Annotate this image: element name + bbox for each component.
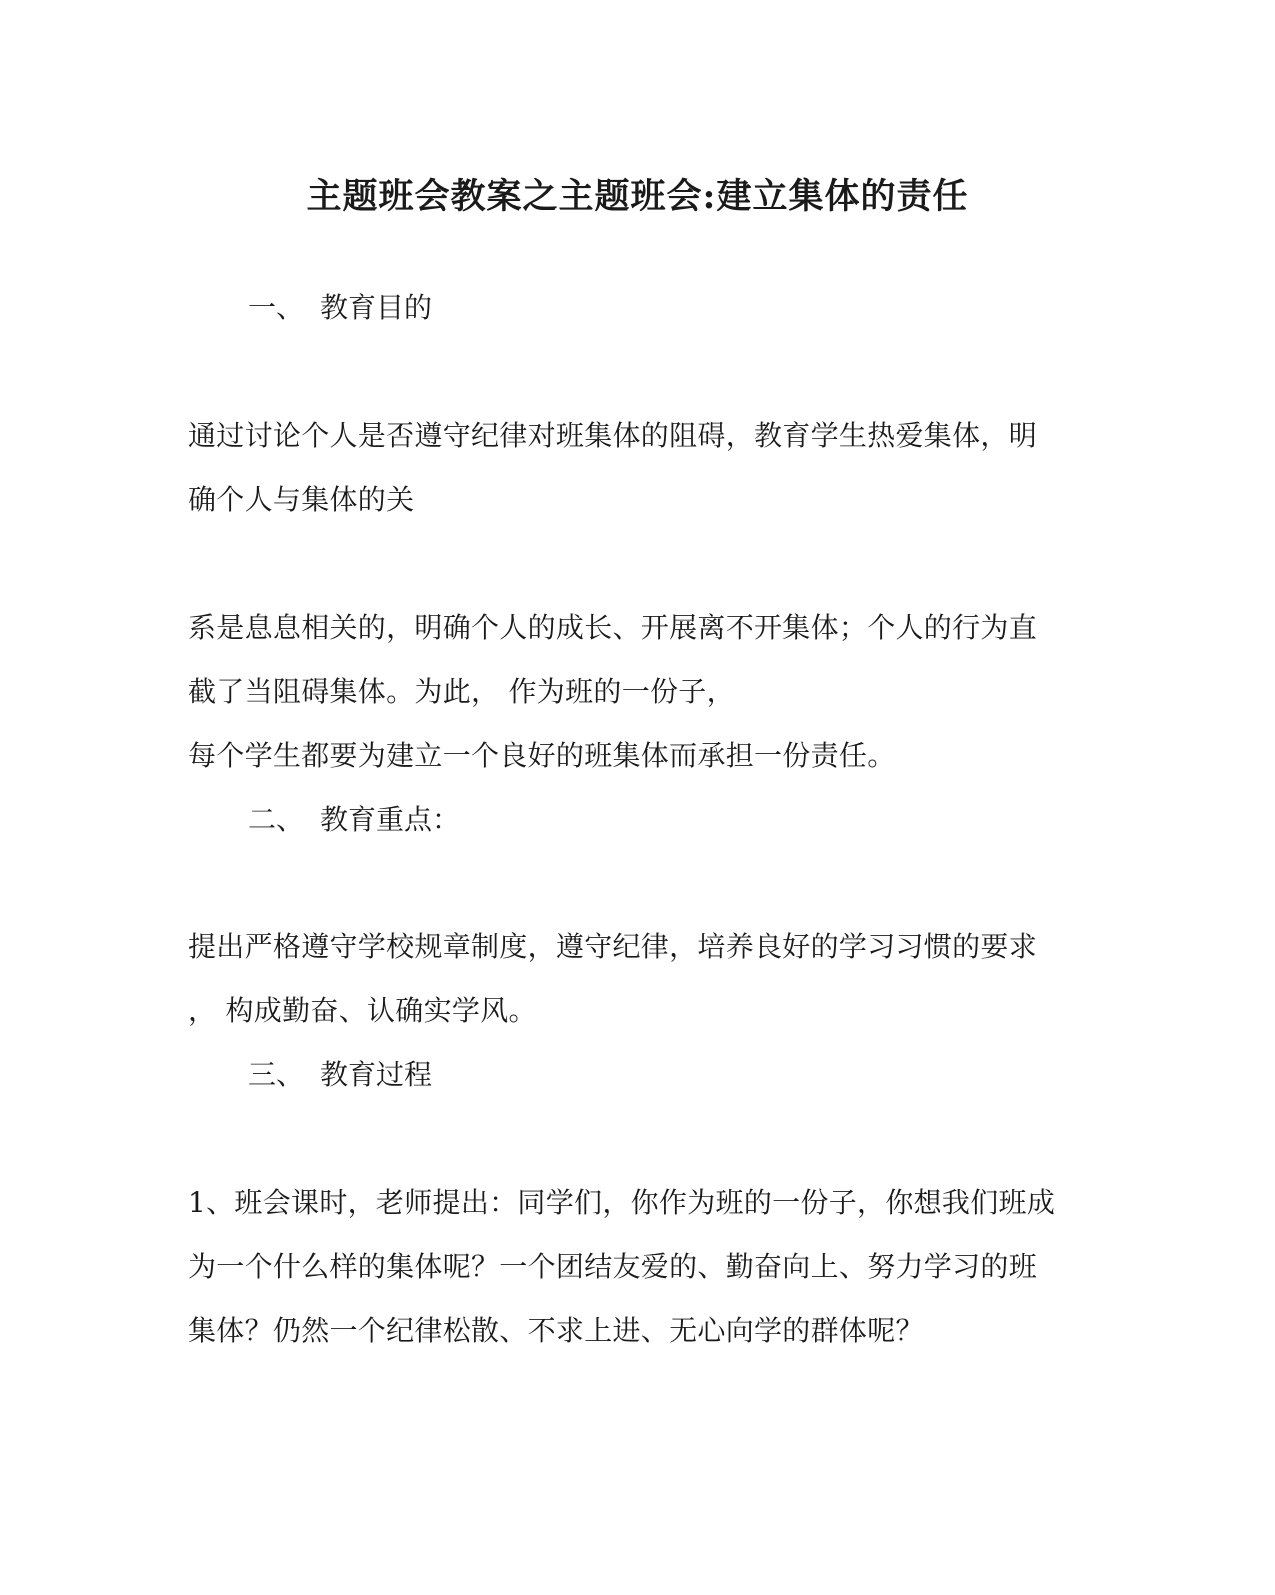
section-number: 三、 — [248, 1058, 305, 1091]
section-heading-1 — [248, 288, 432, 328]
section-number: 二、 — [248, 803, 305, 836]
paragraph-line: 截了当阻碍集体。为此， 作为班的一份子， — [188, 675, 735, 708]
paragraph-line: 集体？仍然一个纪律松散、不求上进、无心向学的群体呢？ — [188, 1314, 924, 1347]
section-heading-2 — [248, 800, 460, 840]
section-title: 教育重点： — [320, 803, 461, 836]
paragraph-line: 提出严格遵守学校规章制度，遵守纪律，培养良好的学习习惯的要求 — [188, 930, 1038, 963]
paragraph-line: 为一个什么样的集体呢？一个团结友爱的、勤奋向上、努力学习的班 — [188, 1250, 1038, 1283]
paragraph-line: 确个人与集体的关 — [188, 483, 415, 516]
section-title: 教育过程 — [320, 1058, 433, 1091]
section-number: 一、 — [248, 291, 305, 324]
paragraph-line: 每个学生都要为建立一个良好的班集体而承担一份责任。 — [188, 739, 896, 772]
paragraph-line: 系是息息相关的，明确个人的成长、开展离不开集体；个人的行为直 — [188, 611, 1038, 644]
paragraph-line: ， 构成勤奋、认确实学风。 — [188, 994, 537, 1027]
paragraph-line: 通过讨论个人是否遵守纪律对班集体的阻碍，教育学生热爱集体，明 — [188, 419, 1038, 452]
document-title: 主题班会教案之主题班会:建立集体的责任 — [306, 176, 969, 217]
section-heading-3 — [248, 1055, 432, 1095]
section-title: 教育目的 — [320, 291, 433, 324]
paragraph-line: 1、班会课时，老师提出：同学们，你作为班的一份子，你想我们班成 — [188, 1186, 1056, 1219]
